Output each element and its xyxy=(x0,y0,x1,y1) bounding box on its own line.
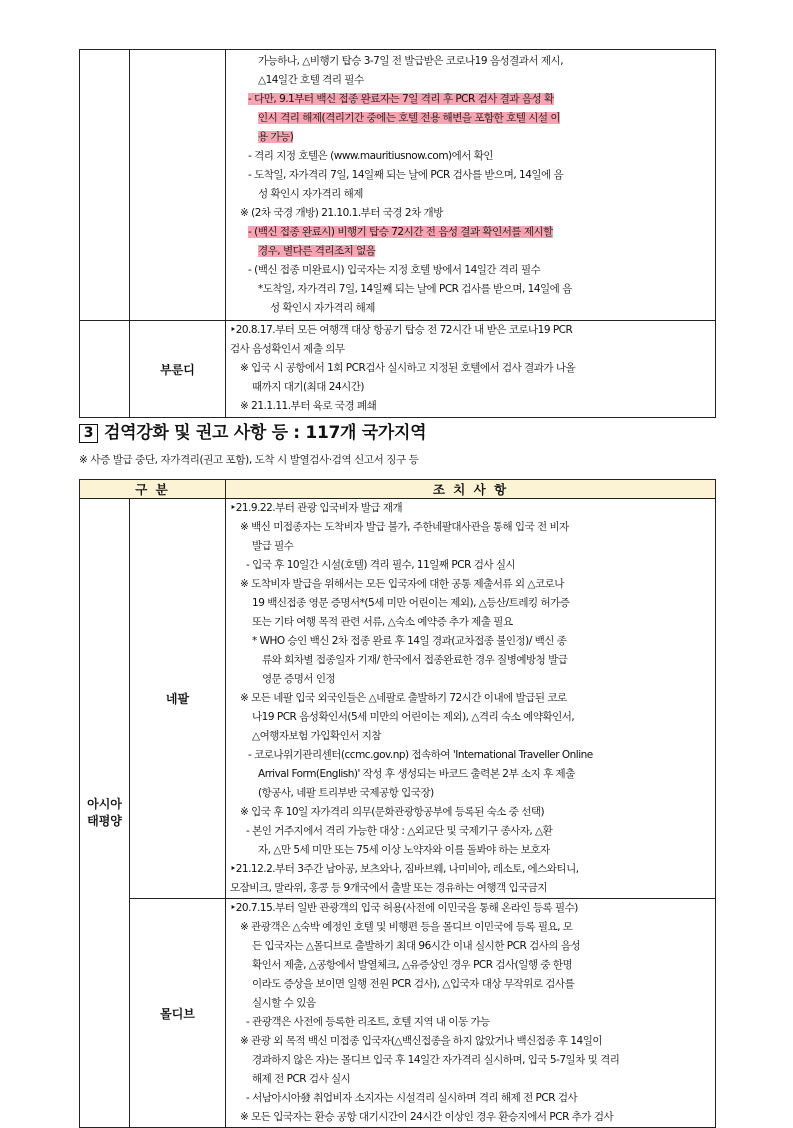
measure-line: △여행자보험 가입확인서 지참 xyxy=(252,730,381,742)
measure-line: 이라도 증상을 보이면 일행 전원 PCR 검사), △입국자 대상 무작위로 검사를 xyxy=(252,978,575,990)
section-3-note: ※ 사증 발급 중단, 자가격리(권고 포함), 도착 시 발열검사·검역 신고서 징구 등 xyxy=(79,454,419,466)
continuation-row xyxy=(80,50,716,321)
measure-line: 자, △만 5세 미만 또는 75세 이상 노약자와 이를 돌봐야 하는 보호자 xyxy=(258,844,550,856)
burundi-row xyxy=(80,321,716,418)
highlighted-text: - 다만, 9.1부터 백신 접종 완료자는 7일 격리 후 PCR 검사 결과 음성 확 xyxy=(248,93,554,105)
measure-line: - 도착일, 자가격리 7일, 14일째 되는 날에 PCR 검사를 받으며, 14일에 음 xyxy=(248,169,564,181)
country-cell-empty xyxy=(130,50,226,321)
measure-line: *도착일, 자가격리 7일, 14일째 되는 날에 PCR 검사를 받으며, 14일에 음 xyxy=(258,283,572,295)
nepal-row xyxy=(80,499,716,899)
measure-line: ‣20.7.15.부터 일반 관광객의 입국 허용(사전에 이민국을 통해 온라인 등록 필수) xyxy=(230,902,578,914)
measure-line: ※ 입국 후 10일 자가격리 의무(문화관광항공부에 등록된 숙소 중 선택) xyxy=(240,806,545,818)
nepal-measures xyxy=(226,499,716,899)
measure-line: ※ (2차 국경 개방) 21.10.1.부터 국경 2차 개방 xyxy=(240,207,443,219)
header-measures: 조 치 사 항 xyxy=(226,480,716,499)
highlighted-text: - (백신 접종 완료시) 비행기 탑승 72시간 전 음성 결과 확인서를 제시할 xyxy=(248,226,553,238)
highlighted-text: 경우, 별다른 격리조치 없음 xyxy=(258,245,376,257)
measure-line: ※ 도착비자 발급을 위해서는 모든 입국자에 대한 공통 제출서류 외 △코로나 xyxy=(240,578,564,590)
section-title-text: 검역강화 및 권고 사항 등 : 117개 국가지역 xyxy=(104,423,427,443)
measure-line: - 입국 후 10일간 시설(호텔) 격리 필수, 11일째 PCR 검사 실시 xyxy=(246,559,516,571)
section-number-box: 3 xyxy=(79,424,98,443)
measure-line: 성 확인시 자가격리 해제 xyxy=(270,302,375,314)
region-cell-empty xyxy=(80,321,130,418)
measure-line: - 본인 거주지에서 격리 가능한 대상 : △외교단 및 국제기구 종사자, △환 xyxy=(246,825,553,837)
measure-line: 또는 기타 여행 목적 관련 서류, △숙소 예약증 추가 제출 필요 xyxy=(252,616,513,628)
measure-line: Arrival Form(English)' 작성 후 생성되는 바코드 출력본 2부 소지 후 제출 xyxy=(258,768,575,780)
measure-line: ※ 모든 네팔 입국 외국인들은 △네팔로 출발하기 72시간 이내에 발급된 코로 xyxy=(240,692,567,704)
measure-line: ※ 백신 미접종자는 도착비자 발급 불가, 주한네팔대사관을 통해 입국 전 비자 xyxy=(240,521,569,533)
measure-line: 실시할 수 있음 xyxy=(252,997,316,1009)
highlighted-text: 용 가능) xyxy=(258,131,294,143)
measure-line xyxy=(230,109,713,128)
measure-line: ‣20.8.17.부터 모든 여행객 대상 항공기 탑승 전 72시간 내 받은 코로나19 PCR xyxy=(230,324,573,336)
highlighted-text: 인시 격리 해제(격리기간 중에는 호텔 전용 해변을 포함한 호텔 시설 이 xyxy=(258,112,560,124)
maldives-row xyxy=(80,899,716,1128)
measure-line xyxy=(230,242,713,261)
maldives-measures xyxy=(226,899,716,1128)
region-cell-empty xyxy=(80,50,130,321)
measure-line: 때까지 대기(최대 24시간) xyxy=(252,381,365,393)
measure-line: 경과하지 않은 자)는 몰디브 입국 후 14일간 자가격리 실시하며, 입국 5-7일차 및 격리 xyxy=(252,1054,620,1066)
measure-line: ‣21.9.22.부터 관광 입국비자 발급 재개 xyxy=(230,502,403,514)
measure-line: 성 확인시 자가격리 해제 xyxy=(258,188,363,200)
measure-line: ‣21.12.2.부터 3주간 남아공, 보츠와나, 짐바브웨, 나미비아, 레소토, 에스와티니, xyxy=(230,863,579,875)
measure-line: - 격리 지정 호텔은 (www.mauritiusnow.com)에서 확인 xyxy=(248,150,494,162)
measure-line: 든 입국자는 △몰디브로 출발하기 최대 96시간 이내 실시한 PCR 검사의 음성 xyxy=(252,940,581,952)
measure-line: 나19 PCR 음성확인서(5세 미만의 어린이는 제외), △격리 숙소 예약확인서, xyxy=(252,711,575,723)
region-asia-pacific: 아시아 태평양 xyxy=(80,499,130,1128)
burundi-measures xyxy=(226,321,716,418)
measure-line xyxy=(230,90,713,109)
measure-line: 해제 전 PCR 검사 실시 xyxy=(252,1073,351,1085)
country-name-nepal: 네팔 xyxy=(130,499,226,899)
measure-line: 모잠비크, 말라위, 홍콩 등 9개국에서 출발 또는 경유하는 여행객 입국금지 xyxy=(230,882,548,894)
measure-line: - (백신 접종 미완료시) 입국자는 지정 호텔 방에서 14일간 격리 필수 xyxy=(248,264,541,276)
measure-line: 류와 회차별 접종일자 기재/ 한국에서 접종완료한 경우 질병예방청 발급 xyxy=(262,654,568,666)
measure-line: 영문 증명서 인정 xyxy=(262,673,336,685)
measure-line: △14일간 호텔 격리 필수 xyxy=(258,74,364,86)
measure-line: (항공사, 네팔 트리부반 국제공항 입국장) xyxy=(258,787,434,799)
section-3-title xyxy=(79,418,426,443)
measure-line: 검사 음성확인서 제출 의무 xyxy=(230,343,345,355)
measure-line: - 서남아시아發 취업비자 소지자는 시설격리 실시하며 격리 해제 전 PCR 검사 xyxy=(246,1092,578,1104)
measure-line: 발급 필수 xyxy=(252,540,294,552)
measure-line: - 코로나위기관리센터(ccmc.gov.np) 접속하여 'International Traveller Online xyxy=(248,749,593,761)
measure-line xyxy=(230,128,713,147)
header-category: 구 분 xyxy=(80,480,226,499)
measure-line: ※ 관광객은 △숙박 예정인 호텔 및 비행편 등을 몰디브 이민국에 등록 필요, 모 xyxy=(240,921,573,933)
measure-line: 가능하나, △비행기 탑승 3-7일 전 발급받은 코로나19 음성결과서 제시, xyxy=(258,55,564,67)
measure-line: ※ 입국 시 공항에서 1회 PCR검사 실시하고 지정된 호텔에서 검사 결과가 나올 xyxy=(240,362,576,374)
measure-line: 19 백신접종 영문 증명서*(5세 미만 어린이는 제외), △등산/트레킹 허가증 xyxy=(252,597,570,609)
measure-line: ※ 관광 외 목적 백신 미접종 입국자(△백신접종을 하지 않았거나 백신접종 후 14일이 xyxy=(240,1035,602,1047)
measure-line: ※ 모든 입국자는 환승 공항 대기시간이 24시간 이상인 경우 환승지에서 PCR 추가 검사 xyxy=(240,1111,614,1123)
measures-table xyxy=(79,479,716,1128)
country-name-burundi: 부룬디 xyxy=(130,321,226,418)
measure-line: * WHO 승인 백신 2차 접종 완료 후 14일 경과(교차접종 불인정)/ 백신 종 xyxy=(252,635,567,647)
measure-line: - 관광객은 사전에 등록한 리조트, 호텔 지역 내 이동 가능 xyxy=(246,1016,490,1028)
continuation-table xyxy=(79,49,716,418)
measure-line: 확인서 제출, △공항에서 발열체크, △유증상인 경우 PCR 검사(일행 중 한명 xyxy=(252,959,573,971)
measure-line xyxy=(230,223,713,242)
table-header-row xyxy=(80,480,716,499)
country-name-maldives: 몰디브 xyxy=(130,899,226,1128)
continuation-measures xyxy=(226,50,716,321)
measure-line: ※ 21.1.11.부터 육로 국경 폐쇄 xyxy=(240,400,377,412)
